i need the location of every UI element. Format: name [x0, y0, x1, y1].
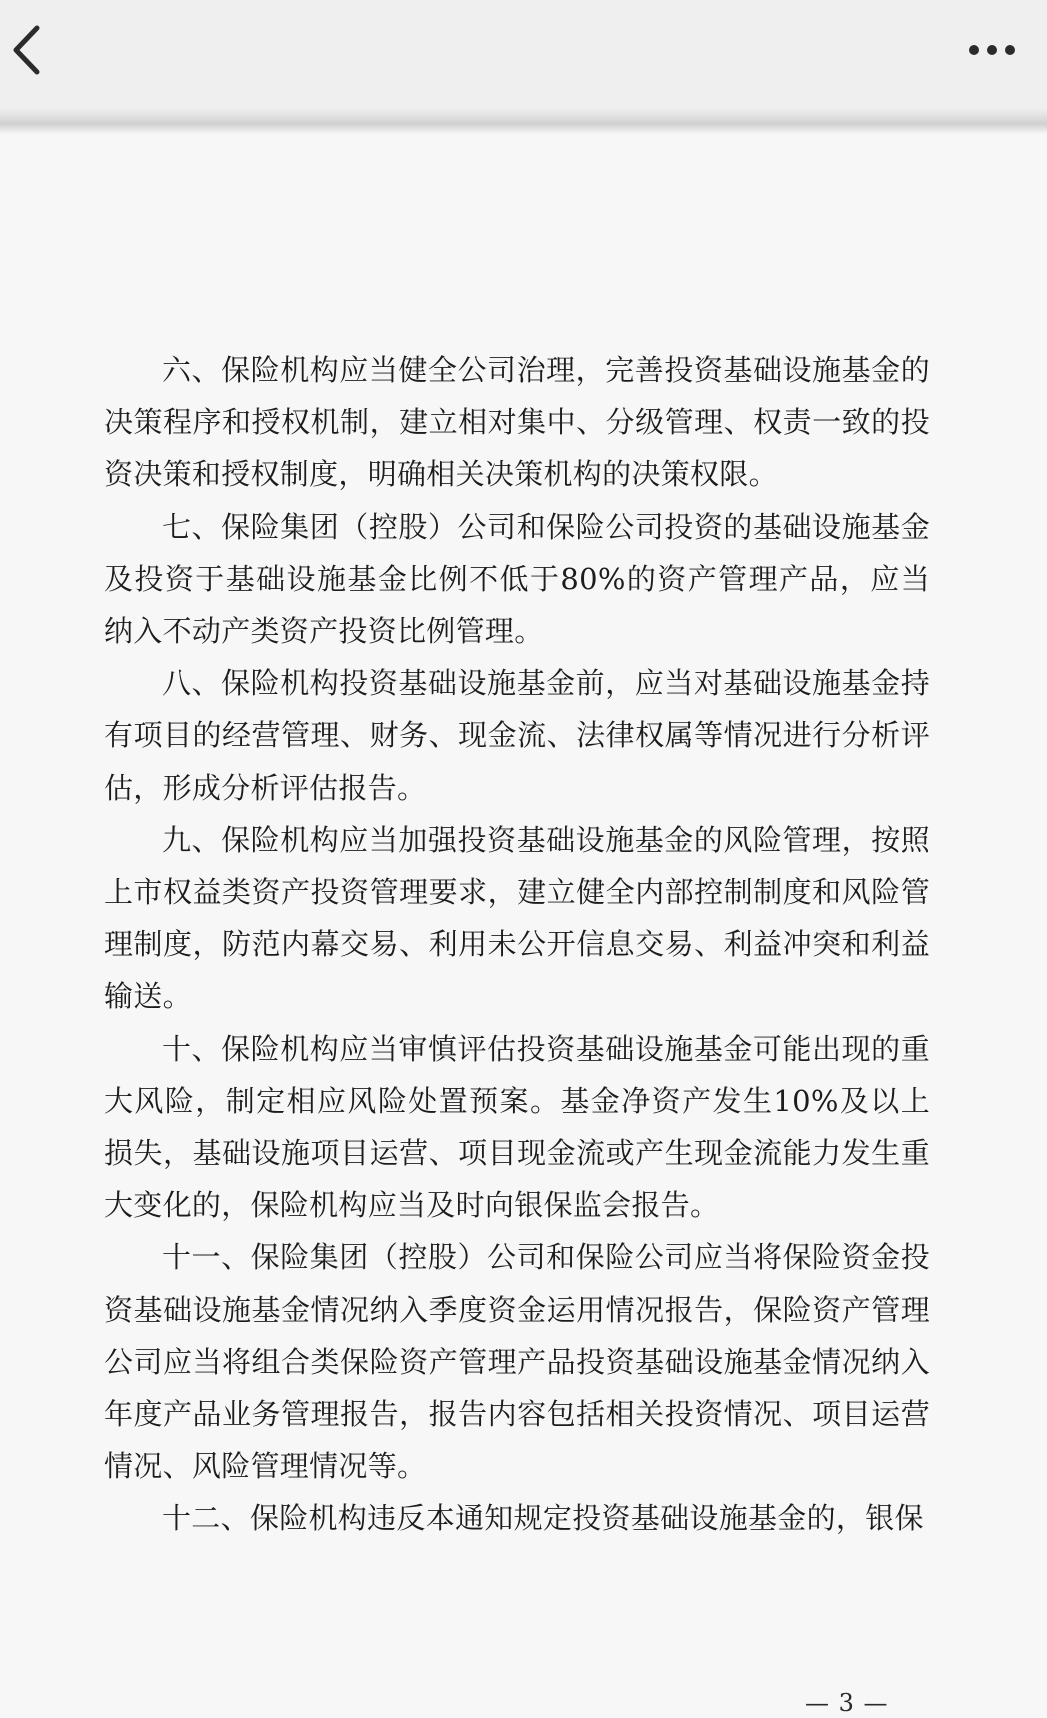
paragraph-10: 十、保险机构应当审慎评估投资基础设施基金可能出现的重大风险，制定相应风险处置预案。基金净资产发生10%及以上损失，基础设施项目运营、项目现金流或产生现金流能力发生重大变化的，保险机构应当及时向银保监会报告。	[104, 1031, 930, 1223]
top-navigation-bar	[0, 0, 1047, 108]
toolbar-divider	[0, 108, 1047, 134]
paragraph-9: 九、保险机构应当加强投资基础设施基金的风险管理，按照上市权益类资产投资管理要求，建立健全内部控制制度和风险管理制度，防范内幕交易、利用未公开信息交易、利益冲突和利益输送。	[104, 822, 930, 1014]
more-options-button[interactable]	[957, 26, 1027, 74]
chevron-left-icon	[4, 20, 60, 84]
paragraph-8: 八、保险机构投资基础设施基金前，应当对基础设施基金持有项目的经营管理、财务、现金流、法律权属等情况进行分析评估，形成分析评估报告。	[104, 666, 930, 805]
more-horizontal-icon	[957, 26, 1027, 74]
document-body	[104, 344, 930, 1545]
document-page	[0, 134, 1047, 1718]
paragraph-12: 十二、保险机构违反本通知规定投资基础设施基金的，银保	[162, 1501, 924, 1536]
paragraph-7: 七、保险集团（控股）公司和保险公司投资的基础设施基金及投资于基础设施基金比例不低于80%的资产管理产品，应当纳入不动产类资产投资比例管理。	[104, 509, 930, 649]
paragraph-11: 十一、保险集团（控股）公司和保险公司应当将保险资金投资基础设施基金情况纳入季度资金运用情况报告，保险资产管理公司应当将组合类保险资产管理产品投资基础设施基金情况纳入年度产品业务管理报告，报告内容包括相关投资情况、项目运营情况、风险管理情况等。	[104, 1240, 930, 1484]
paragraph-6: 六、保险机构应当健全公司治理，完善投资基础设施基金的决策程序和授权机制，建立相对集中、分级管理、权责一致的投资决策和授权制度，明确相关决策机构的决策权限。	[104, 353, 930, 492]
back-button[interactable]	[4, 20, 60, 84]
page-number: — 3 —	[805, 1689, 889, 1717]
